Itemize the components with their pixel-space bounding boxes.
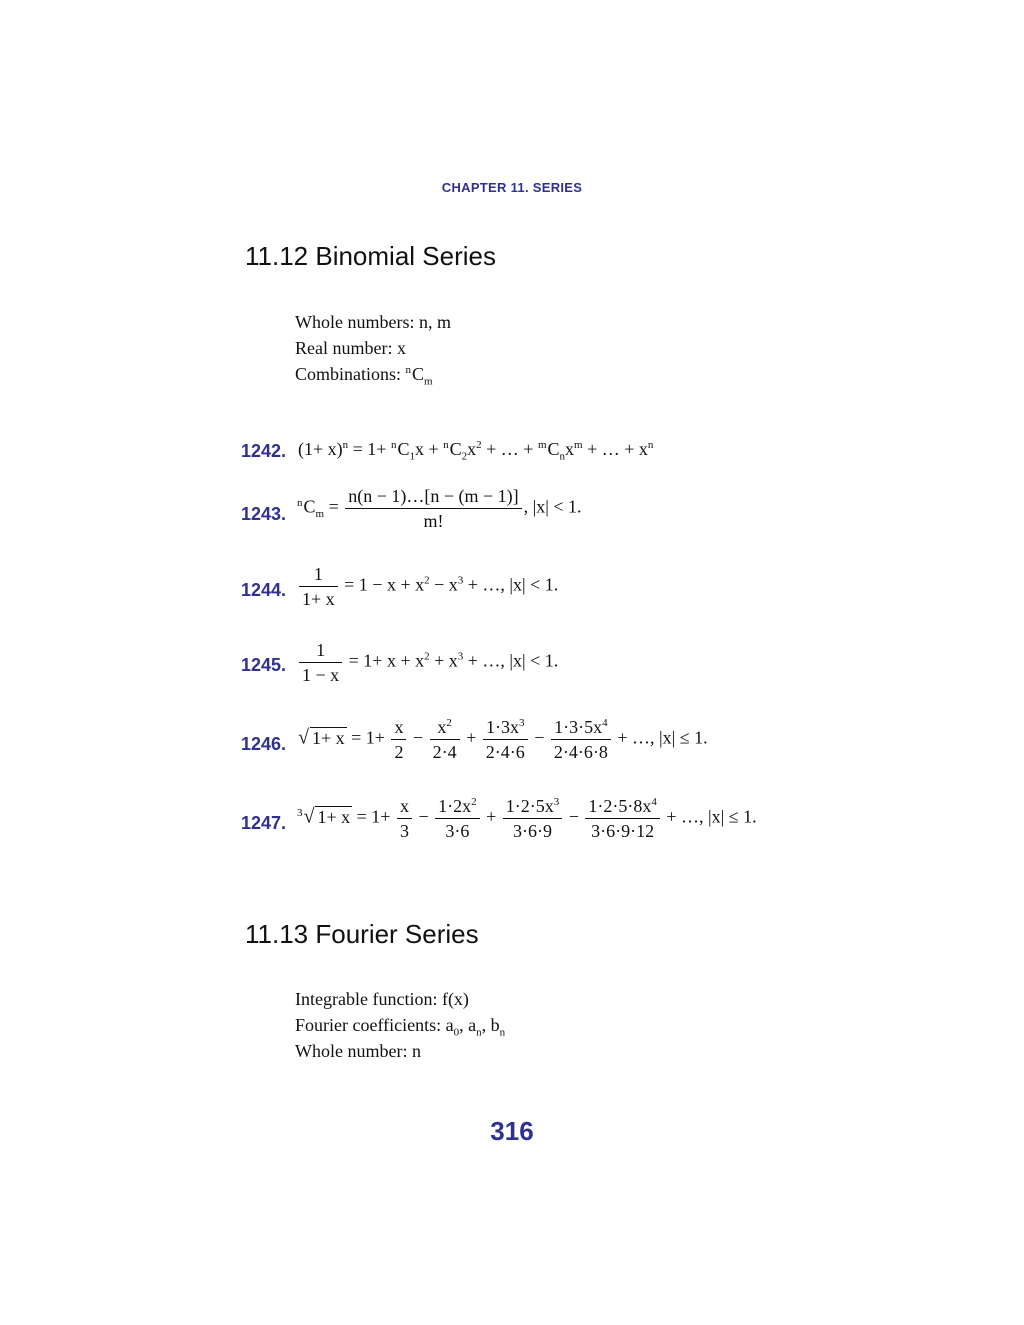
section-title-binomial: 11.12 Binomial Series: [245, 241, 496, 271]
formula-number-1247: 1247.: [241, 813, 287, 833]
binomial-variables: [295, 310, 451, 388]
formula-number-1242: 1242.: [241, 441, 287, 461]
formula-number-1243: 1243.: [241, 504, 287, 524]
section-title-fourier: 11.13 Fourier Series: [245, 919, 479, 949]
formula-1245: $\frac{1}{1 - x}$ = $1+ x + x^2 + x^3$ + …, |x| < 1.: [297, 640, 558, 685]
var-combinations: Combinations: $^nC_m$: [295, 364, 433, 388]
formula-1243: $^nC_m$ = $\frac{n(n - 1)\dots[n - (m - 1)]}{m!}$ , |x| < 1.: [297, 486, 582, 531]
running-header: CHAPTER 11. SERIES: [441, 180, 583, 195]
var-integrable-function: Integrable function: f(x): [295, 989, 469, 1009]
formula-number-1245: 1245.: [241, 655, 287, 675]
formula-1242: $(1+ x)^n = 1+ ^nC_1x + ^nC_2x^2$ + … + $^mC_nx^m$ + … + $x^n$: [298, 439, 654, 463]
fourier-variables: [295, 987, 505, 1065]
page-number: 316: [490, 1116, 534, 1146]
var-fourier-coefficients: Fourier coefficients: $a_0$, $a_n$, $b_n$: [295, 1015, 506, 1039]
formula-number-1244: 1244.: [241, 580, 287, 600]
var-real-number: Real number: x: [295, 338, 406, 358]
formula-number-1246: 1246.: [241, 734, 287, 754]
var-whole-number: Whole number: n: [295, 1041, 421, 1061]
var-whole-numbers: Whole numbers: n, m: [295, 312, 451, 332]
formula-1246: √ 1+ x = 1+ $\frac{x}{2}$ − $\frac{x^2}{2\cdot 4}$ + $\frac{1\cdot 3x^3}{2\cdot 4\cdot 6}$ − $\frac{1\cdot 3\cdot 5x^4}{2\cdot 4\cdot 6\cdot 8}$ + …, |x| ≤ 1.: [298, 717, 708, 762]
formula-1244: $\frac{1}{1+ x}$ = $1 - x + x^2 - x^3$ + …, |x| < 1.: [297, 564, 558, 609]
formula-1247: $^3$√ 1+ x = 1+ $\frac{x}{3}$ − $\frac{1\cdot 2x^2}{3\cdot 6}$ + $\frac{1\cdot 2\cdot 5x^3}{3\cdot 6\cdot 9}$ − $\frac{1\cdot 2\cdot 5\cdot 8x^4}{3\cdot 6\cdot 9\cdot 12}$ + …, |x| ≤ 1.: [297, 796, 757, 841]
